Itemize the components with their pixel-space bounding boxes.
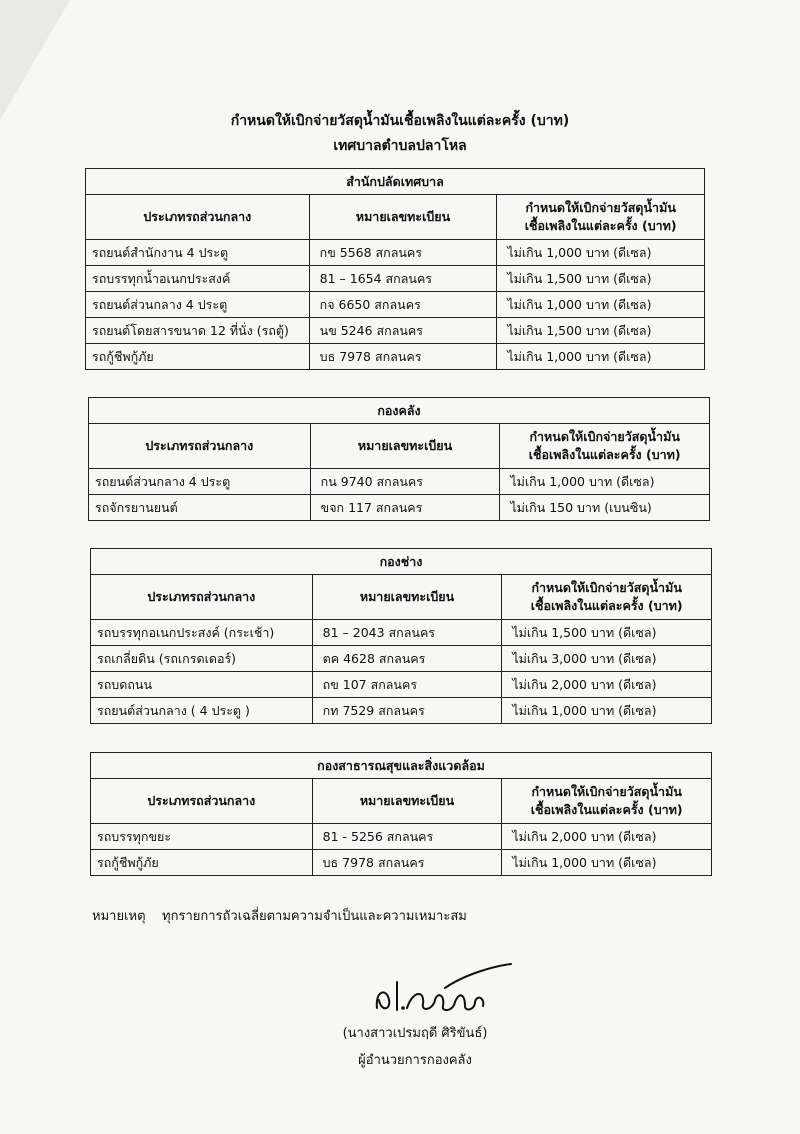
plate-number: 81 – 1654 สกลนคร [309,266,497,292]
section-name: กองช่าง [91,549,712,575]
table-row [86,266,705,292]
fuel-limit: ไม่เกิน 3,000 บาท (ดีเซล) [502,646,712,672]
fuel-limit: ไม่เกิน 1,000 บาท (ดีเซล) [497,292,705,318]
vehicle-type: รถยนต์โดยสารขนาด 12 ที่นั่ง (รถตู้) [86,318,310,344]
col-header-type: ประเภทรถส่วนกลาง [89,424,311,469]
fuel-limit: ไม่เกิน 150 บาท (เบนซิน) [500,495,710,521]
note [92,905,467,926]
fuel-limit: ไม่เกิน 1,000 บาท (ดีเซล) [502,698,712,724]
vehicle-type: รถยนต์ส่วนกลาง 4 ประตู [86,292,310,318]
vehicle-type: รถเกลี่ยดิน (รถเกรดเดอร์) [91,646,313,672]
signer-position: ผู้อำนวยการกองคลัง [358,1053,472,1068]
signer-name: (นางสาวเปรมฤดี ศิริขันธ์) [342,1026,488,1041]
plate-number: 81 - 5256 สกลนคร [312,824,502,850]
document-subtitle: เทศบาลตำบลปลาโหล [333,138,467,154]
vehicle-type: รถบรรทุกขยะ [91,824,313,850]
table-row [86,318,705,344]
table-row [91,850,712,876]
section-name: กองคลัง [89,398,710,424]
table-row [89,469,710,495]
section-table-office [85,168,705,370]
plate-number: ขจก 117 สกลนคร [310,495,500,521]
vehicle-type: รถกู้ชีพกู้ภัย [86,344,310,370]
signature-image [315,960,515,1020]
fuel-limit: ไม่เกิน 2,000 บาท (ดีเซล) [502,672,712,698]
fuel-limit: ไม่เกิน 1,000 บาท (ดีเซล) [502,850,712,876]
table-row [91,824,712,850]
vehicle-type: รถยนต์ส่วนกลาง ( 4 ประตู ) [91,698,313,724]
fuel-limit: ไม่เกิน 1,000 บาท (ดีเซล) [497,240,705,266]
table-row [91,646,712,672]
vehicle-type: รถบรรทุกน้ำอเนกประสงค์ [86,266,310,292]
col-header-limit: กำหนดให้เบิกจ่ายวัสดุน้ำมัน เชื้อเพลิงในแต่ละครั้ง (บาท) [502,575,712,620]
fuel-limit: ไม่เกิน 1,500 บาท (ดีเซล) [502,620,712,646]
col-header-limit: กำหนดให้เบิกจ่ายวัสดุน้ำมัน เชื้อเพลิงในแต่ละครั้ง (บาท) [500,424,710,469]
plate-number: กจ 6650 สกลนคร [309,292,497,318]
table-row [91,672,712,698]
signature-block [300,960,530,1070]
vehicle-type: รถจักรยานยนต์ [89,495,311,521]
col-header-limit: กำหนดให้เบิกจ่ายวัสดุน้ำมัน เชื้อเพลิงในแต่ละครั้ง (บาท) [502,779,712,824]
section-table-finance [88,397,710,521]
table-row [91,698,712,724]
note-label: หมายเหตุ [92,909,146,924]
plate-number: 81 – 2043 สกลนคร [312,620,502,646]
vehicle-type: รถยนต์ส่วนกลาง 4 ประตู [89,469,311,495]
vehicle-type: รถบดถนน [91,672,313,698]
plate-number: กข 5568 สกลนคร [309,240,497,266]
page-fold [0,0,70,120]
col-header-plate: หมายเลขทะเบียน [312,575,502,620]
col-header-type: ประเภทรถส่วนกลาง [91,779,313,824]
vehicle-type: รถกู้ชีพกู้ภัย [91,850,313,876]
plate-number: บธ 7978 สกลนคร [312,850,502,876]
vehicle-type: รถบรรทุกอเนกประสงค์ (กระเช้า) [91,620,313,646]
fuel-limit: ไม่เกิน 1,500 บาท (ดีเซล) [497,266,705,292]
table-row [91,620,712,646]
col-header-type: ประเภทรถส่วนกลาง [86,195,310,240]
document-title: กำหนดให้เบิกจ่ายวัสดุน้ำมันเชื้อเพลิงในแต่ละครั้ง (บาท) [230,113,570,129]
plate-number: ถข 107 สกลนคร [312,672,502,698]
section-table-engineering [90,548,712,724]
vehicle-type: รถยนต์สำนักงาน 4 ประตู [86,240,310,266]
plate-number: ตค 4628 สกลนคร [312,646,502,672]
plate-number: บธ 7978 สกลนคร [309,344,497,370]
plate-number: กน 9740 สกลนคร [310,469,500,495]
col-header-limit: กำหนดให้เบิกจ่ายวัสดุน้ำมัน เชื้อเพลิงในแต่ละครั้ง (บาท) [497,195,705,240]
fuel-limit: ไม่เกิน 1,500 บาท (ดีเซล) [497,318,705,344]
fuel-limit: ไม่เกิน 1,000 บาท (ดีเซล) [497,344,705,370]
plate-number: กท 7529 สกลนคร [312,698,502,724]
fuel-limit: ไม่เกิน 1,000 บาท (ดีเซล) [500,469,710,495]
table-row [89,495,710,521]
table-row [86,344,705,370]
table-row [86,240,705,266]
plate-number: นข 5246 สกลนคร [309,318,497,344]
table-row [86,292,705,318]
col-header-type: ประเภทรถส่วนกลาง [91,575,313,620]
section-name: กองสาธารณสุขและสิ่งแวดล้อม [91,753,712,779]
col-header-plate: หมายเลขทะเบียน [310,424,500,469]
col-header-plate: หมายเลขทะเบียน [312,779,502,824]
section-name: สำนักปลัดเทศบาล [86,169,705,195]
note-text: ทุกรายการถัวเฉลี่ยตามความจำเป็นและความเหมาะสม [162,909,467,924]
col-header-plate: หมายเลขทะเบียน [309,195,497,240]
section-table-health [90,752,712,876]
fuel-limit: ไม่เกิน 2,000 บาท (ดีเซล) [502,824,712,850]
